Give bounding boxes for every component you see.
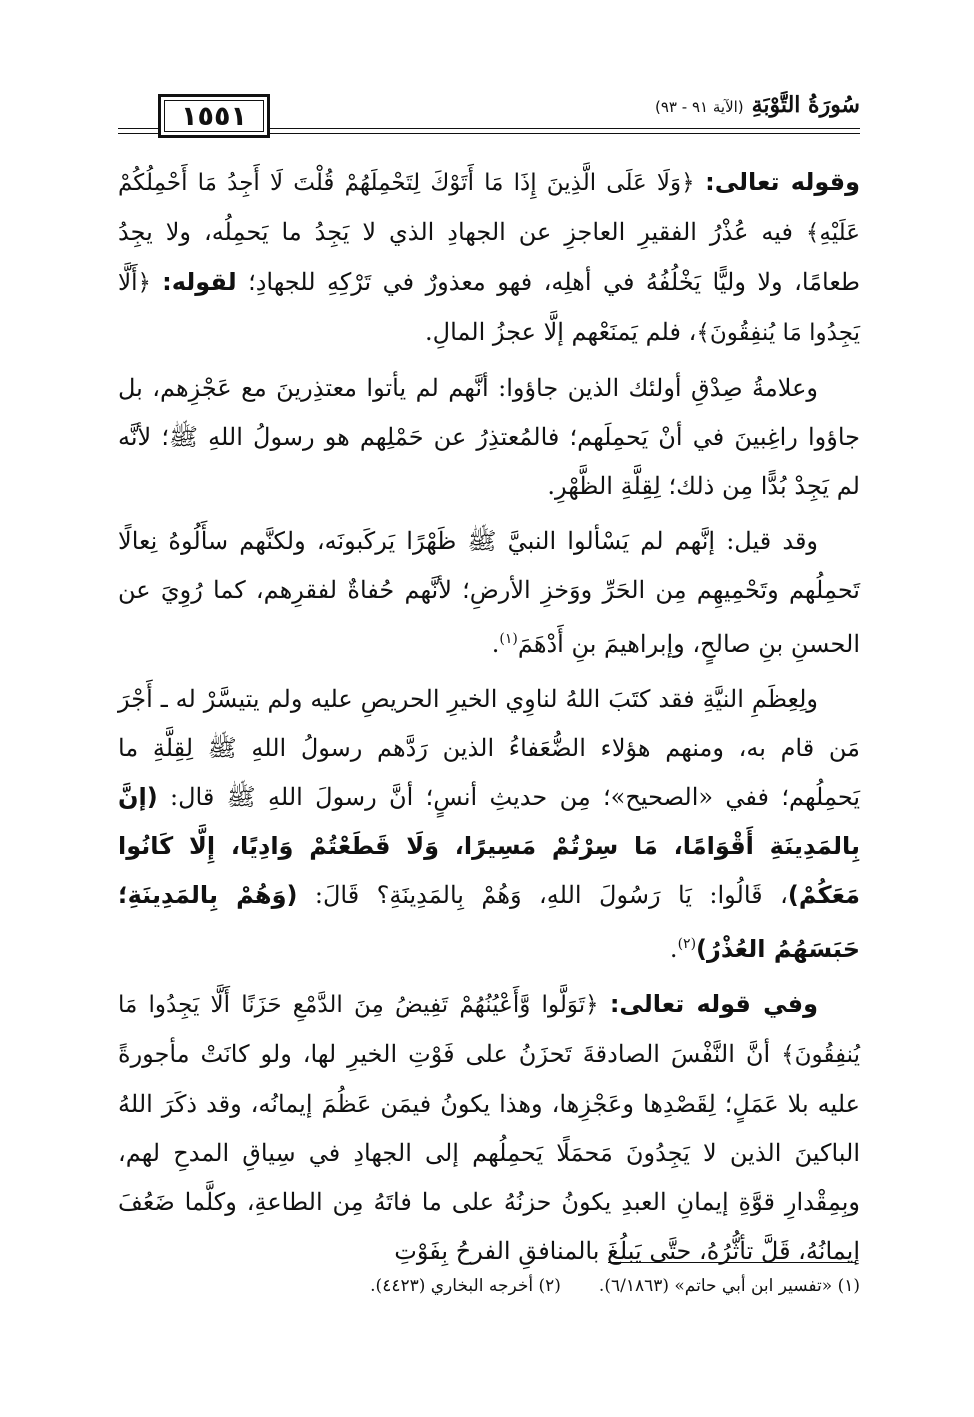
quran-verse: ﴿تَوَلَّوا وَّأَعْيُنُهُمْ تَفِيضُ مِنَ الدَّمْعِ حَزَنًا أَلَّا يَجِدُوا مَا يُنفِقُونَ﴾ — [118, 992, 860, 1068]
quran-verse: ﴿وَلَا عَلَى الَّذِينَ إِذَا مَا أَتَوْكَ لِتَحْمِلَهُمْ قُلْتَ لَا أَجِدُ مَا أَحْمِلُكُمْ عَلَيْهِ﴾ — [118, 170, 860, 246]
paragraph-text: ، فلم يَمنَعْهم إلَّا عجزُ المالِ. — [425, 318, 697, 346]
main-text — [118, 158, 860, 1282]
paragraph-text: . — [669, 935, 678, 963]
ayah-range: (الآية ٩١ - ٩٣) — [655, 98, 744, 116]
paragraph-3 — [118, 517, 860, 669]
paragraph-text: ، قَالُوا: يَا رَسُولَ اللهِ، وَهُمْ بِالمَدِينَةِ؟ قَالَ: — [297, 881, 788, 909]
paragraph-1 — [118, 158, 860, 358]
footnote-separator — [608, 1262, 856, 1263]
page-header — [118, 90, 860, 150]
quran-verse: ﴿أَلَّا يَجِدُوا مَا يُنفِقُونَ﴾ — [118, 270, 860, 346]
paragraph-2 — [118, 364, 860, 511]
paragraph-text: وقد قيل: إنَّهم لم يَسْألوا النبيَّ ﷺ ظَهْرًا يَركَبونَه، ولكنَّهم سأَلُوهُ نِعالًا تَحمِلُهم وتَحْمِيهِم مِن الحَرِّ ووَخزِ الأرضِ؛ لأنَّهم حُفاةٌ لفقرِهم، كما رُوِيَ عن الحسنِ بنِ صالحٍ، وإبراهيمَ بنِ أَدْهَمَ — [118, 527, 860, 658]
paragraph-text: أنَّ النَّفْسَ الصادقةَ تَحزَنُ على فَوْتِ الخيرِ لها، ولو كانَتْ مأجورةً عليه بلا عَمَلٍ؛ لِقَصْدِها وعَجْزِها، وهذا يكونُ فيمَن عَظُمَ إيمانُه، وقد ذكَرَ اللهُ الباكينَ الذين لا يَجِدُونَ مَحمَلًا يَحمِلُهم إلى الجهادِ في سِياقِ المدحِ لهم، وبِمِقْدارِ قوَّةِ إيمانِ العبدِ يكونُ حزنُهُ على ما فاتَهُ مِن الطاعةِ، وكلَّما ضَعُفَ إيمانُهُ، قَلَّ تأثُّرُهُ، حتَّى يَبلُغَ بالمنافقِ الفرحُ بِفَوْتِ — [118, 1040, 860, 1265]
running-title — [647, 92, 860, 118]
paragraph-text: وعلامةُ صِدْقِ أولئك الذين جاؤوا: أنَّهم لم يأتوا معتذِرينَ مع عَجْزِهم، بل جاؤوا راغِبينَ في أنْ يَحمِلَهم؛ فالمُعتذِرُ عن حَمْلِهم هو رسولُ اللهِ ﷺ؛ لأنَّه لم يَجِدْ بُدًّا مِن ذلك؛ لِقِلَّةِ الظَّهْرِ. — [118, 374, 860, 500]
footnote-1: (١) «تفسير ابن أبي حاتم» (٦/١٨٦٣). — [598, 1276, 860, 1296]
verse-intro: لقوله: — [162, 268, 237, 296]
verse-intro: وقوله تعالى: — [705, 168, 861, 196]
page-number: ١٥٥١ — [181, 100, 247, 132]
paragraph-5 — [118, 980, 860, 1276]
footnote-ref-2[interactable]: (٢) — [677, 936, 697, 952]
paragraph-text: ولِعِظَمِ النيَّةِ فقد كتَبَ اللهُ لناوِي الخيرِ الحريصِ عليه ولم يتيسَّرْ له ـ أَجْرَ مَن قام به، ومنهم هؤلاء الضُّعَفاءُ الذين رَدَّهم رسولُ اللهِ ﷺ لِقِلَّةِ ما يَحمِلُهم؛ ففي «الصحيح»؛ مِن حديثِ أنسٍ؛ أنَّ رسولَ اللهِ ﷺ قال: — [118, 685, 860, 811]
surah-name: سُورَةُ التَّوْبَةِ — [751, 92, 860, 118]
footnote-2: (٢) أخرجه البخاري (٤٤٢٣). — [370, 1276, 561, 1296]
footnote-ref-1[interactable]: (١) — [499, 631, 518, 647]
footnotes — [230, 1276, 860, 1296]
hadith-text: (إنَّ بِالمَدِينَةِ أَقْوَامًا، مَا سِرْتُمْ مَسِيرًا، وَلَا قَطَعْتُمْ وَادِيًا، إِلَّا كَانُوا مَعَكُمْ) — [118, 783, 860, 909]
paragraph-text: . — [491, 630, 500, 658]
paragraph-text: فيه عُذْرُ الفقيرِ العاجزِ عن الجهادِ الذي لا يَجِدُ ما يَحمِلُه، ولا يجِدُ طعامًا، ولا وليًّا يَخْلُفُهُ في أهلِه، فهو معذورٌ في تَرْكِهِ للجهادِ؛ — [118, 218, 860, 296]
paragraph-4 — [118, 675, 860, 974]
page-number-box — [158, 94, 270, 138]
hadith-text: (وَهُمْ بِالمَدِينَةِ؛ حَبَسَهُمُ العُذْرُ) — [118, 881, 860, 963]
verse-intro: وفي قوله تعالى: — [609, 990, 818, 1018]
